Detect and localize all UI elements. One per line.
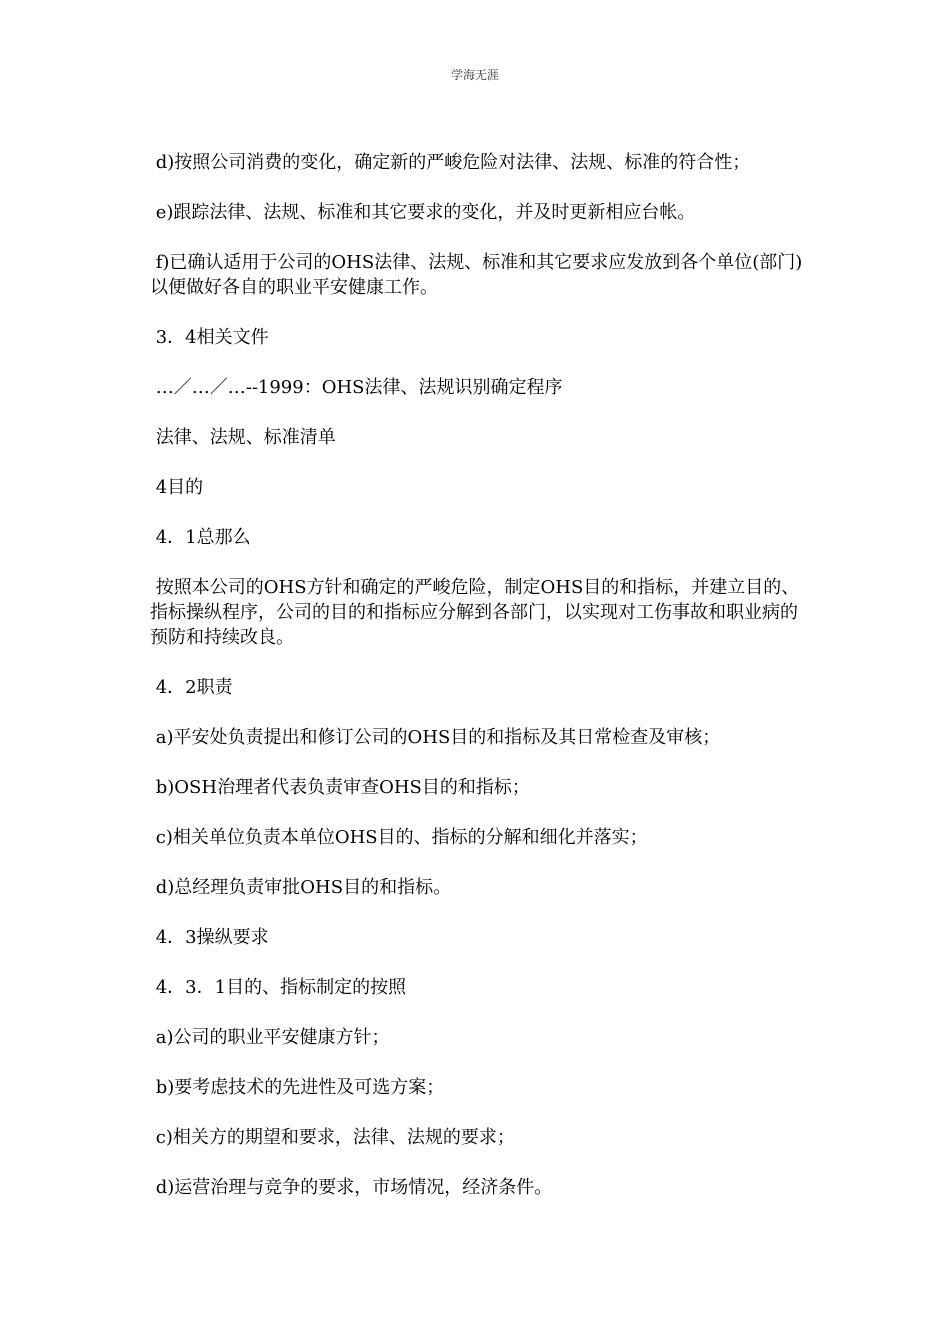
paragraph: c)相关方的期望和要求，法律、法规的要求； (150, 1127, 515, 1148)
section-heading: 4．2职责 (150, 677, 233, 698)
paragraph: c)相关单位负责本单位OHS目的、指标的分解和细化并落实； (150, 827, 648, 848)
section-heading: 4．3．1目的、指标制定的按照 (150, 977, 407, 998)
paragraph: e)跟踪法律、法规、标准和其它要求的变化，并及时更新相应台帐。 (150, 202, 696, 223)
paragraph: 按照本公司的OHS方针和确定的严峻危险，制定OHS目的和指标，并建立目的、指标操纵程序，公司的目的和指标应分解到各部门，以实现对工伤事故和职业病的预防和持续改良。 (150, 577, 800, 648)
document-body (150, 150, 805, 1225)
paragraph: f)已确认适用于公司的OHS法律、法规、标准和其它要求应发放到各个单位(部门)以便做好各自的职业平安健康工作。 (150, 252, 803, 298)
section-heading: 4目的 (150, 477, 204, 498)
section-heading: 3．4相关文件 (150, 327, 269, 348)
section-heading: 4．1总那么 (150, 527, 251, 548)
paragraph: a)公司的职业平安健康方针； (150, 1027, 390, 1048)
paragraph: 法律、法规、标准清单 (150, 427, 336, 448)
page-header: 学海无涯 (450, 68, 499, 82)
paragraph: d)总经理负责审批OHS目的和指标。 (150, 877, 452, 898)
paragraph: a)平安处负责提出和修订公司的OHS目的和指标及其日常检查及审核； (150, 727, 721, 748)
paragraph: d)运营治理与竞争的要求，市场情况，经济条件。 (150, 1177, 553, 1198)
paragraph: d)按照公司消费的变化，确定新的严峻危险对法律、法规、标准的符合性； (150, 152, 751, 173)
section-heading: 4．3操纵要求 (150, 927, 269, 948)
paragraph: b)要考虑技术的先进性及可选方案； (150, 1077, 445, 1098)
paragraph: …／…／…--1999：OHS法律、法规识别确定程序 (150, 377, 563, 398)
paragraph: b)OSH治理者代表负责审查OHS目的和指标； (150, 777, 530, 798)
